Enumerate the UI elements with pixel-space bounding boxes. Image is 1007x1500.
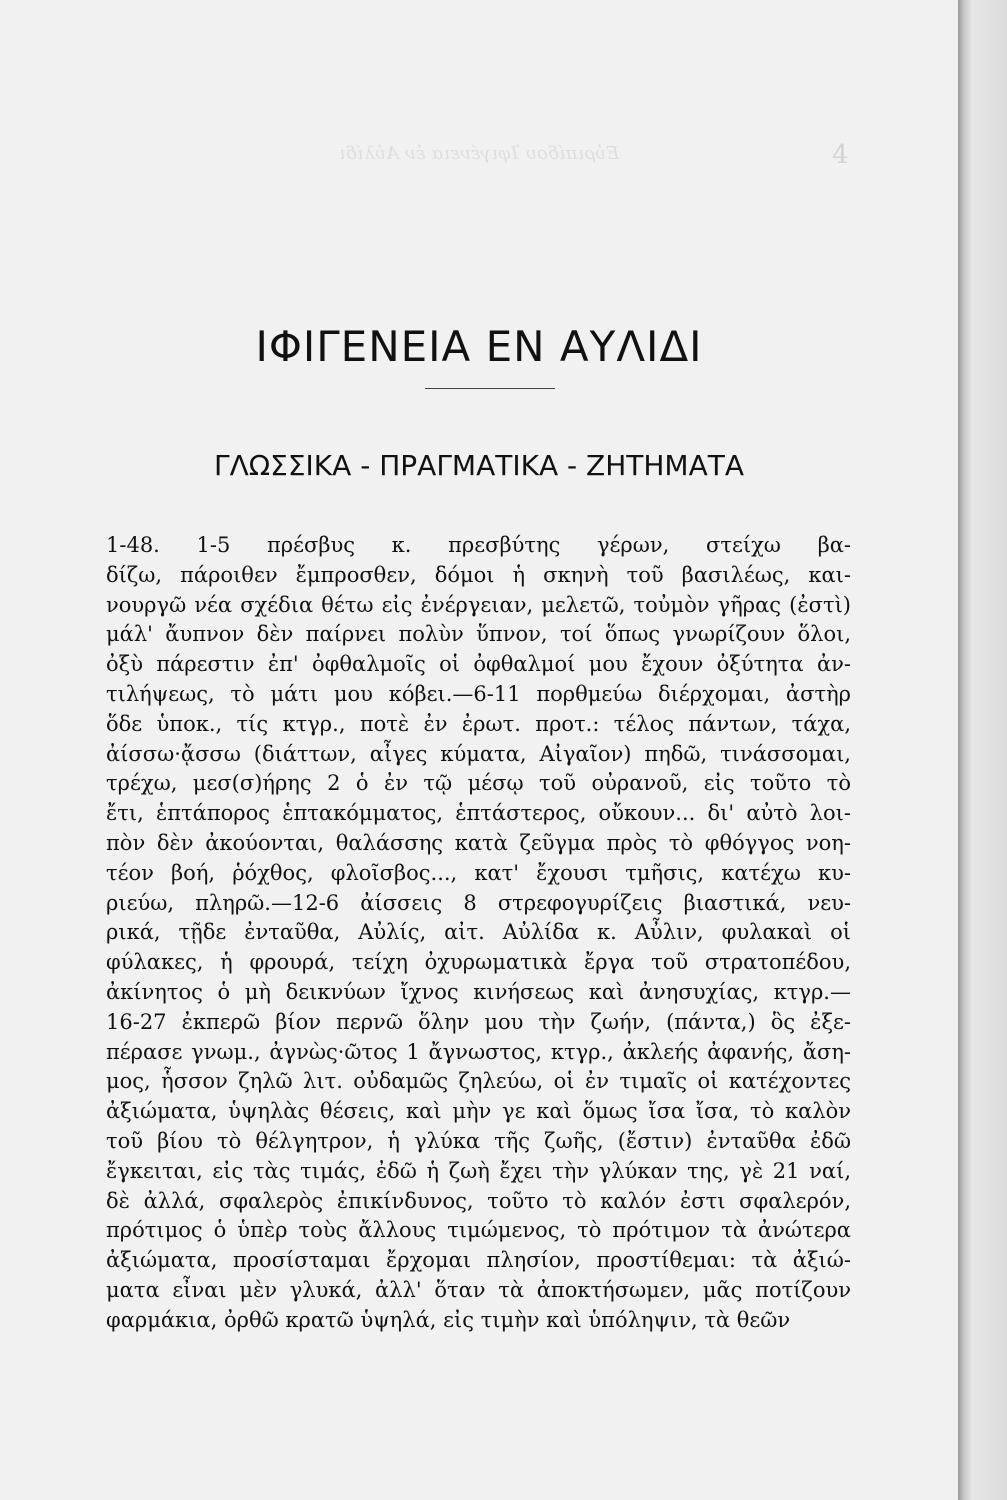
text-line: δὲ ἀλλά, σφαλερὸς ἐπικίνδυνος, τοῦτο τὸ καλόν ἐστι σφαλερόν, — [106, 1188, 851, 1213]
commentary-text — [106, 531, 851, 1336]
text-line: πρότιμος ὁ ὑπὲρ τοὺς ἄλλους τιμώμενος, τὸ πρότιμον τὰ ἀνώτερα — [106, 1218, 851, 1243]
text-line: ἀίσσω·ᾄσσω (διάττων, αἶγες κύματα, Αἰγαῖον) πηδῶ, τινάσσομαι, — [106, 741, 851, 766]
title-divider — [425, 388, 555, 389]
text-line: ἔτι, ἑπτάπορος ἑπτακόμματος, ἑπτάστερος, οὔκουν... δι' αὐτὸ λοι- — [106, 801, 851, 826]
text-line: πέρασε γνωμ., ἀγνὼς·ῶτος 1 ἄγνωστος, κτγρ., ἀκλεής ἀφανής, ἄση- — [106, 1039, 851, 1064]
text-line: 16-27 ἐκπερῶ βίον περνῶ ὅλην μου τὴν ζωήν, (πάντα,) ὃς ἐξε- — [106, 1009, 851, 1034]
text-line: ματα εἶναι μὲν γλυκά, ἀλλ' ὅταν τὰ ἀποκτήσωμεν, μᾶς ποτίζουν — [106, 1277, 851, 1302]
text-line: ἀξιώματα, προσίσταμαι ἔρχομαι πλησίον, προστίθεμαι: τὰ ἀξιώ- — [106, 1248, 851, 1273]
text-line: τιλήψεως, τὸ μάτι μου κόβει.—6-11 πορθμεύω διέρχομαι, ἀστὴρ — [106, 681, 851, 706]
text-line: ἀκίνητος ὁ μὴ δεικνύων ἴχνος κινήσεως καὶ ἀνησυχίας, κτγρ.— — [106, 979, 851, 1004]
text-line: νουργῶ νέα σχέδια θέτω εἰς ἐνέργειαν, μελετῶ, τοὐμὸν γῆρας (ἐστὶ) — [106, 592, 851, 617]
text-line: φύλακες, ἡ φρουρά, τείχη ὀχυρωματικὰ ἔργα τοῦ στρατοπέδου, — [106, 950, 851, 975]
page-title: ΙΦΙΓΕΝΕΙΑ ΕΝ ΑΥΛΙΔΙ — [255, 322, 703, 371]
text-line: τρέχω, μεσ(σ)ήρης 2 ὁ ἐν τῷ μέσῳ τοῦ οὐρανοῦ, εἰς τοῦτο τὸ — [106, 771, 851, 796]
text-line: δίζω, πάροιθεν ἔμπροσθεν, δόμοι ἡ σκηνὴ τοῦ βασιλέως, και- — [106, 562, 851, 587]
text-line: ἀξιώματα, ὑψηλὰς θέσεις, καὶ μὴν γε καὶ ὅμως ἴσα ἴσα, τὸ καλὸν — [106, 1099, 851, 1124]
page-number: 4 — [832, 140, 849, 170]
text-line: πὸν δὲν ἀκούονται, θαλάσσης κατὰ ζεῦγμα πρὸς τὸ φθόγγος νοη- — [106, 830, 851, 855]
text-line: μος, ἧσσον ζηλῶ λιτ. οὐδαμῶς ζηλεύω, οἱ ἐν τιμαῖς οἱ κατέχοντες — [106, 1069, 851, 1094]
text-line: ριεύω, πληρῶ.—12-6 ἀίσσεις 8 στρεφογυρίζεις βιαστικά, νευ- — [106, 890, 851, 915]
page-edge — [958, 0, 1007, 1500]
text-line: τοῦ βίου τὸ θέλγητρον, ἡ γλύκα τῆς ζωῆς, (ἔστιν) ἐνταῦθα ἐδῶ — [106, 1128, 851, 1153]
text-line: φαρμάκια, ὀρθῶ κρατῶ ὑψηλά, εἰς τιμὴν καὶ ὑπόληψιν, τὰ θεῶν — [106, 1307, 791, 1332]
text-line: μάλ' ἄυπνον δὲν παίρνει πολὺν ὕπνον, τοί ὅπως γνωρίζουν ὅλοι, — [106, 622, 851, 647]
text-line: ὀξὺ πάρεστιν ἐπ' ὀφθαλμοῖς οἱ ὀφθαλμοί μου ἔχουν ὀξύτητα ἀν- — [106, 652, 851, 677]
running-head: Εὐριπίδου Ἰφιγένεια ἐν Αὐλίδι — [338, 143, 620, 164]
text-line: ἔγκειται, εἰς τὰς τιμάς, ἐδῶ ἡ ζωὴ ἔχει τὴν γλύκαν της, γὲ 21 ναί, — [106, 1158, 851, 1183]
page-subtitle: ΓΛΩΣΣΙΚΑ - ΠΡΑΓΜΑΤΙΚΑ - ΖΗΤΗΜΑΤΑ — [214, 449, 744, 482]
text-line: ὅδε ὑποκ., τίς κτγρ., ποτὲ ἐν ἐρωτ. προτ.: τέλος πάντων, τάχα, — [106, 711, 851, 736]
text-line: τέον βοή, ῥόχθος, φλοῖσβος..., κατ' ἔχουσι τμῆσις, κατέχω κυ- — [106, 860, 851, 885]
text-line: ρικά, τῇδε ἐνταῦθα, Αὐλίς, αἰτ. Αὐλίδα κ. Αὖλιν, φυλακαὶ οἱ — [106, 920, 851, 945]
text-line: 1-48. 1-5 πρέσβυς κ. πρεσβύτης γέρων, στείχω βα- — [106, 533, 851, 557]
